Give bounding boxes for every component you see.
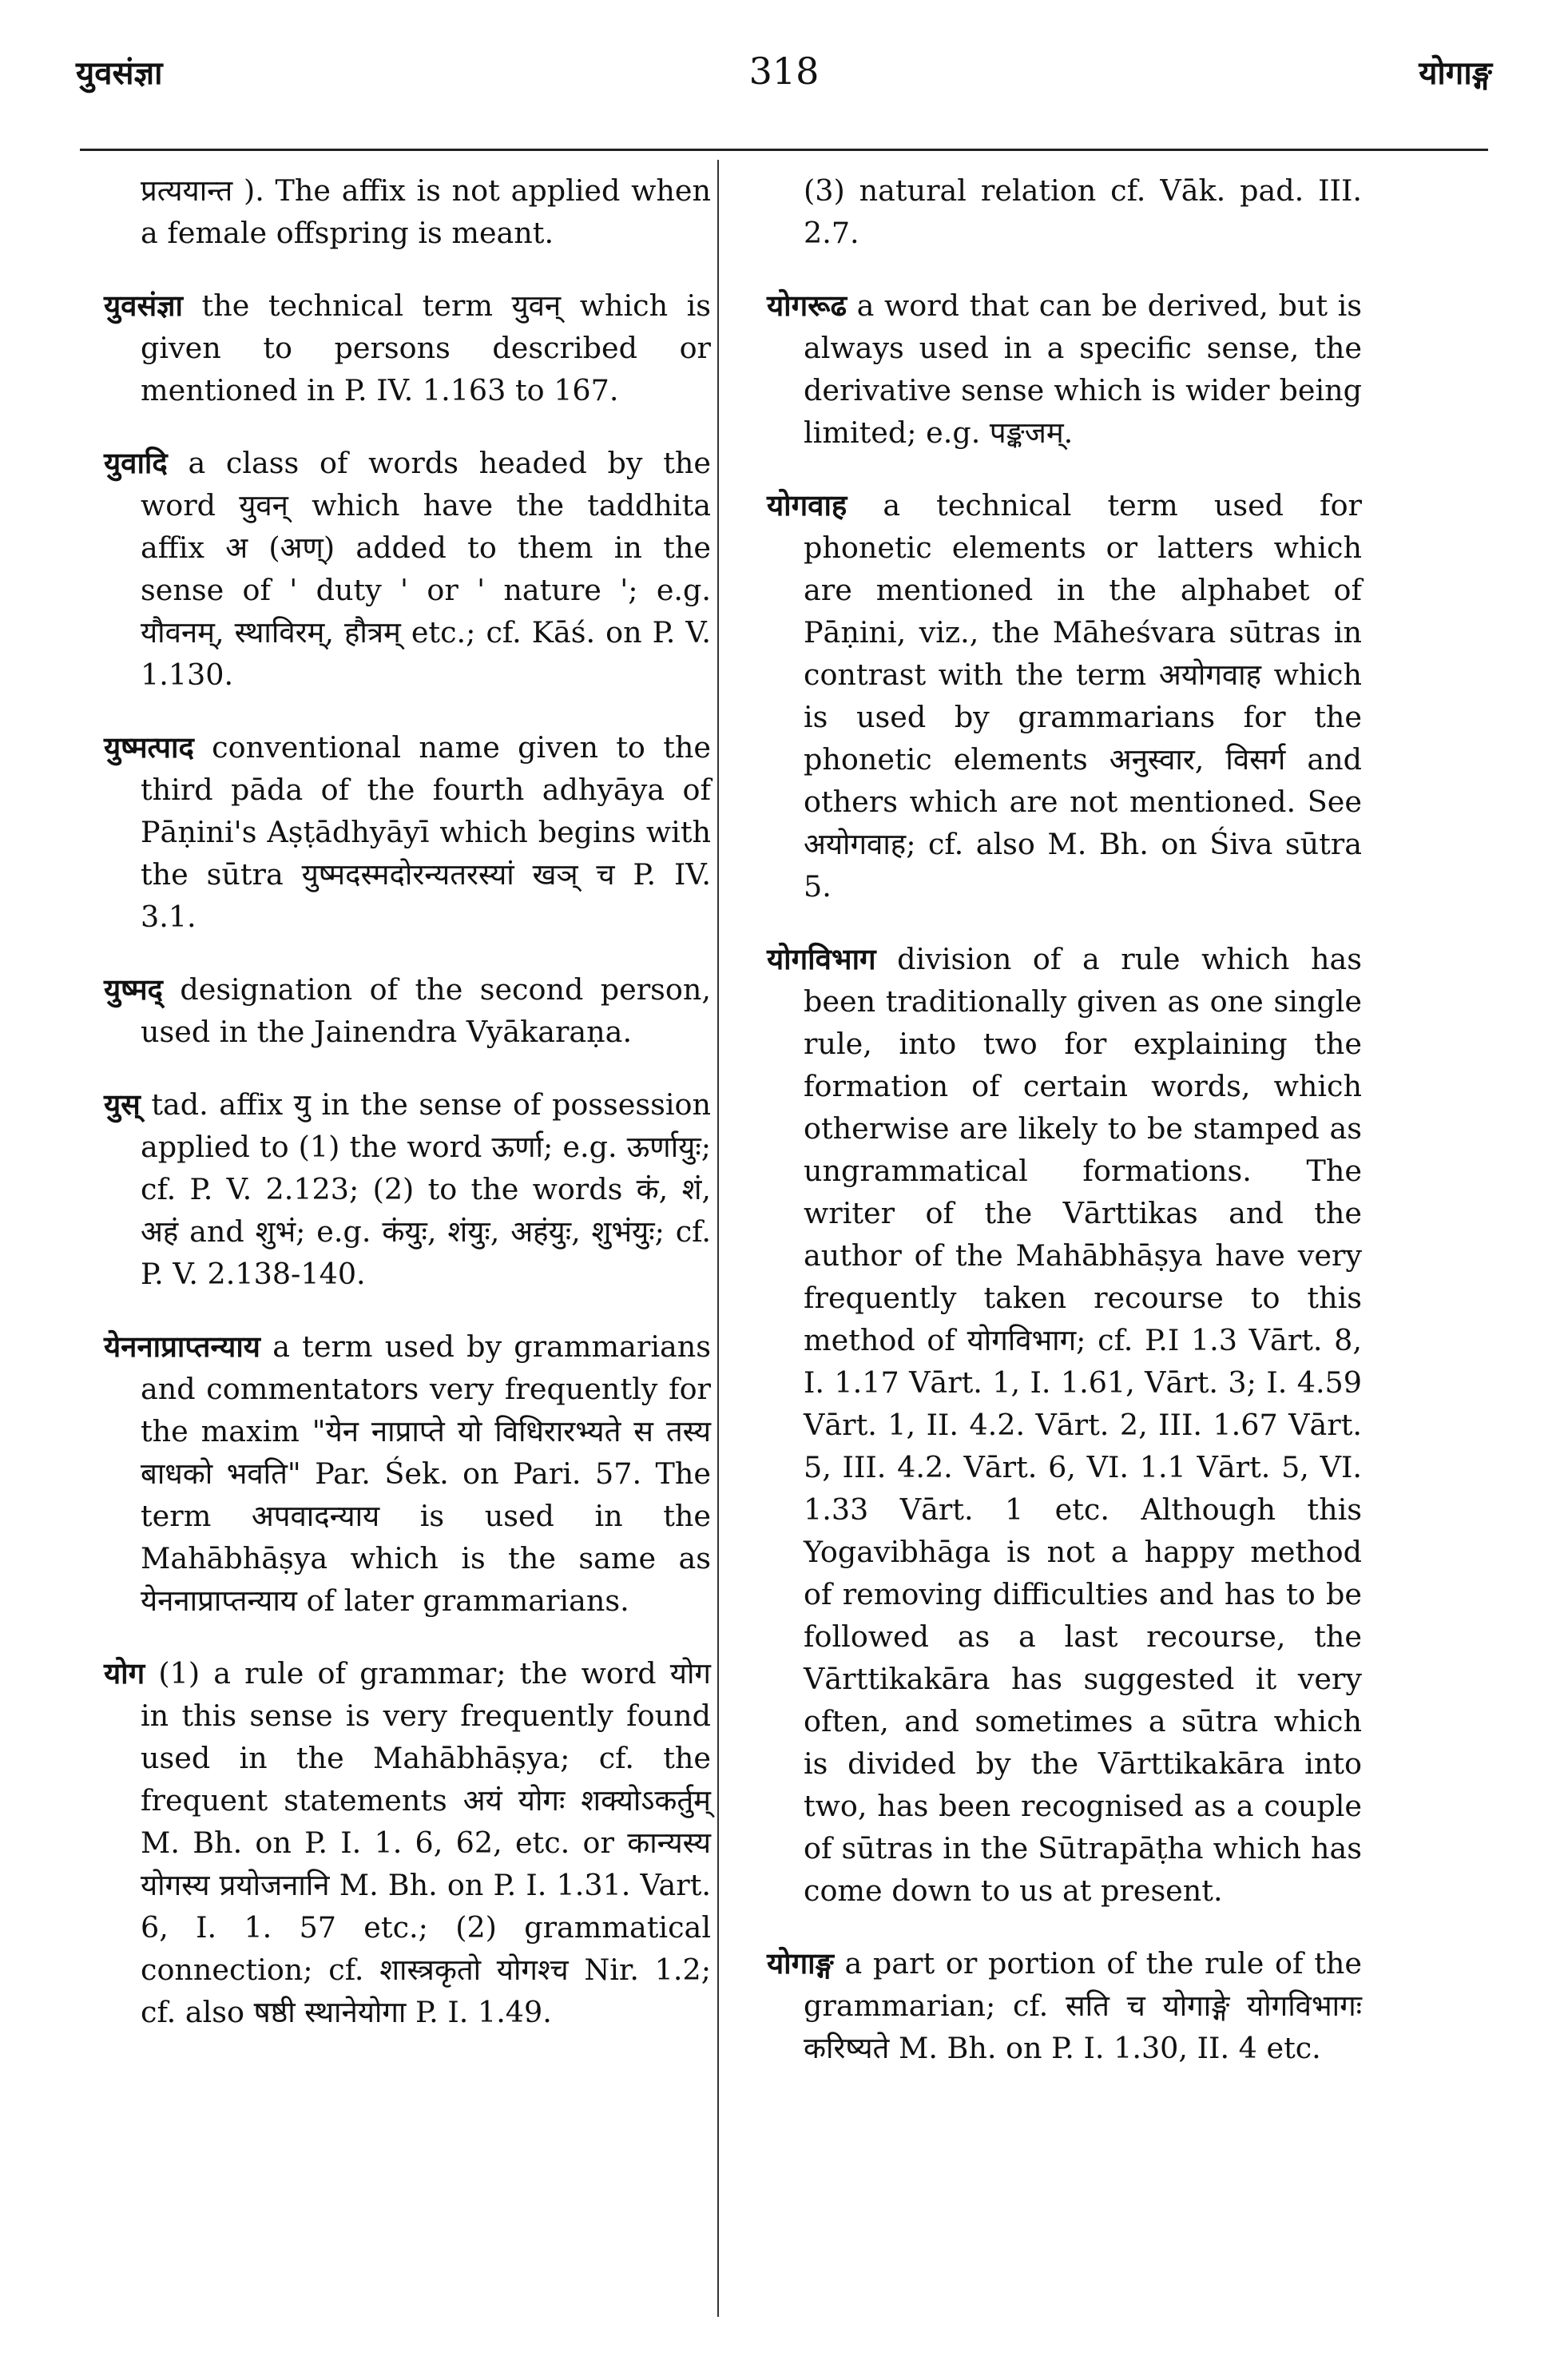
entry-headword: युष्मत्पाद (104, 730, 194, 765)
dictionary-entry (767, 284, 1362, 454)
dictionary-entry (104, 1325, 711, 1622)
entry-text: designation of the second person, used in the Jainendra Vyākaraṇa. (141, 972, 711, 1049)
dictionary-entry (767, 938, 1362, 1912)
dictionary-entry (104, 284, 711, 411)
header-rule (80, 149, 1488, 151)
entry-headword: येननाप्राप्तन्याय (104, 1329, 260, 1364)
entry-headword: युवादि (104, 446, 168, 480)
header-left-word: युवसंज्ञा (76, 54, 163, 92)
dictionary-entry (104, 1083, 711, 1295)
entry-text: tad. affix यु in the sense of possession applied to (1) the word ऊर्णा; e.g. ऊर्णायुः; cf. P. V. 2.123; (2) to the words कं, शं, अहं and शुभं; e.g. कंयुः, शंयुः, अहंयुः, शुभंयुः; cf. P. V. 2.138-140. (141, 1087, 711, 1291)
entry-text: a word that can be derived, but is always used in a specific sense, the derivative sense which is wider being limited; e.g. पङ्कजम्. (804, 288, 1362, 450)
left-column (104, 169, 711, 2064)
entry-text: a class of words headed by the word युवन् which have the taddhita affix अ (अण्) added to them in the sense of ' duty ' or ' nature '; e.g. यौवनम्, स्थाविरम्, हौत्रम् etc.; cf. Kāś. on P. V. 1.130. (141, 446, 711, 692)
dictionary-entry (767, 1942, 1362, 2069)
running-head (76, 50, 1492, 113)
entry-headword: युवसंज्ञा (104, 288, 183, 323)
entry-text: a technical term used for phonetic elements or latters which are mentioned in the alphabet of Pāṇini, viz., the Māheśvara sūtras in contrast with the term अयोगवाह which is used by grammarians for the phonetic elements अनुस्वार, विसर्ग and others which are not mentioned. See अयोगवाह; cf. also M. Bh. on Śiva sūtra 5. (804, 488, 1362, 904)
entry-text: conventional name given to the third pāda of the fourth adhyāya of Pāṇini's Aṣṭādhyāyī which begins with the sūtra युष्मदस्मदोरन्यतरस्यां खञ् च P. IV. 3.1. (141, 730, 711, 934)
entry-text: (1) a rule of grammar; the word योग in this sense is very frequently found used in the Mahābhāṣya; cf. the frequent statements अयं योगः शक्योऽकर्तुम् M. Bh. on P. I. 1. 6, 62, etc. or कान्यस्य योगस्य प्रयोजनानि M. Bh. on P. I. 1.31. Vart. 6, I. 1. 57 etc.; (2) grammatical connection; cf. शास्त्रकृतो योगश्च Nir. 1.2; cf. also षष्ठी स्थानेयोगा P. I. 1.49. (141, 1656, 711, 2029)
dictionary-entry (767, 169, 1362, 254)
entry-headword: योग (104, 1656, 145, 1691)
entry-text: the technical term युवन् which is given to persons described or mentioned in P. IV. 1.163 to 167. (141, 288, 712, 407)
dictionary-entry (104, 726, 711, 938)
page-number: 318 (748, 50, 820, 93)
entry-text: a term used by grammarians and commentators very frequently for the maxim "येन नाप्राप्ते यो विधिरारभ्यते स तस्य बाधको भवति" Par. Śek. on Pari. 57. The term अपवादन्याय is used in the Mahābhāṣya which is the same as येननाप्राप्तन्याय of later grammarians. (141, 1329, 711, 1618)
dictionary-entry (104, 1652, 711, 2033)
entry-headword: योगरूढ (767, 288, 848, 323)
dictionary-entry (104, 968, 711, 1053)
right-column (767, 169, 1362, 2100)
entry-text: division of a rule which has been traditionally given as one single rule, into two for explaining the formation of certain words, which otherwise are likely to be stamped as ungrammatical formations. The writer of the Vārttikas and the author of the Mahābhāṣya have very frequently taken recourse to this method of योगविभाग; cf. P.I 1.3 Vārt. 8, I. 1.17 Vārt. 1, I. 1.61, Vārt. 3; I. 4.59 Vārt. 1, II. 4.2. Vārt. 2, III. 1.67 Vārt. 5, III. 4.2. Vārt. 6, VI. 1.1 Vārt. 5, VI. 1.33 Vārt. 1 etc. Although this Yogavibhāga is not a happy method of removing difficulties and has to be followed as a last recourse, the Vārttikakāra has suggested it very often, and sometimes a sūtra which is divided by the Vārttikakāra into two, has been recognised as a couple of sūtras in the Sūtrapāṭha which has come down to us at present. (804, 942, 1362, 1908)
entry-headword: युष्मद् (104, 972, 163, 1007)
entry-text: a part or portion of the rule of the grammarian; cf. सति च योगाङ्गे योगविभागः करिष्यते M. Bh. on P. I. 1.30, II. 4 etc. (804, 1946, 1362, 2065)
entry-headword: युस् (104, 1087, 141, 1122)
entry-headword: योगविभाग (767, 942, 876, 976)
header-right-word: योगाङ्ग (1419, 54, 1492, 92)
entry-text: (3) natural relation cf. Vāk. pad. III. 2.7. (804, 173, 1362, 250)
entry-headword: योगाङ्ग (767, 1946, 834, 1981)
dictionary-entry (767, 484, 1362, 908)
dictionary-entry (104, 169, 711, 254)
entry-text: प्रत्ययान्त ). The affix is not applied when a female offspring is meant. (141, 173, 711, 250)
column-divider (717, 160, 719, 2317)
entry-headword: योगवाह (767, 488, 848, 522)
dictionary-entry (104, 442, 711, 696)
